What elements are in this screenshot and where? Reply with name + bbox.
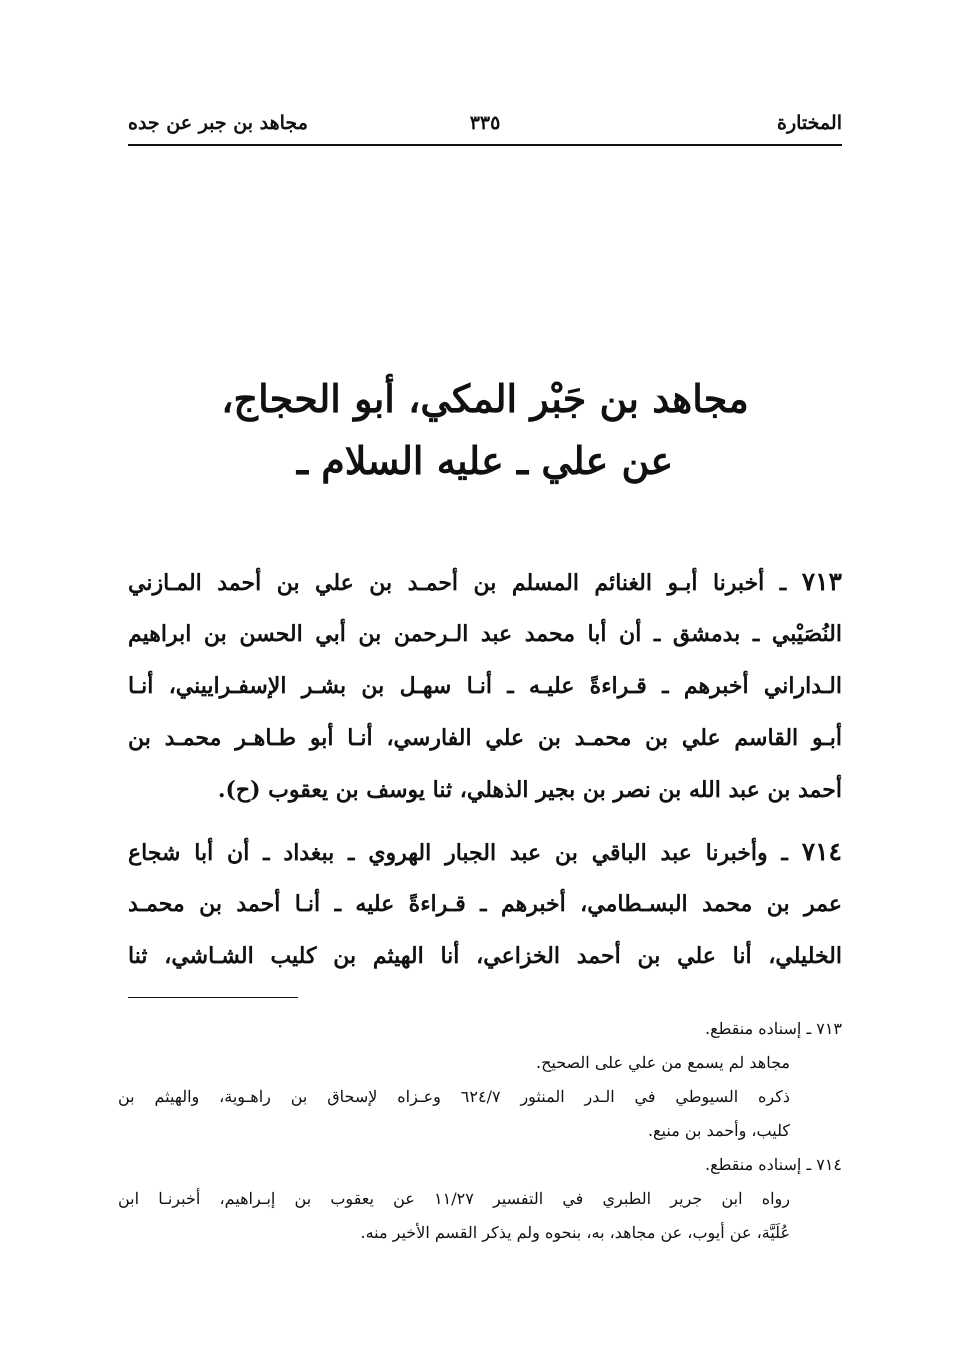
hadith-line: الخليلي، أنا علي بن أحمد الخزاعي، أنا الهيثم بن كليب الشـاشي، ثنا [128, 943, 842, 969]
chapter-title-line-1: مجاهد بن جَبْر المكي، أبو الحجاج، [221, 376, 749, 421]
main-text [128, 556, 842, 982]
footnote-line: مجاهد لم يسمع من علي على الصحيح. [535, 1053, 790, 1072]
hadith-gap [128, 816, 842, 826]
footnote-heading [118, 1012, 842, 1046]
footnote-line: ذكره السيوطي في الـدر المنثور ٦٢٤/٧ وعـزاه لإسحاق بن راهـوية، والهيثم بن [118, 1087, 791, 1106]
hadith-line: أحمد بن عبد الله بن نصر بن بجير الذهلي، ثنا يوسف بن يعقوب (ح). [217, 777, 842, 803]
footnote-head-text: ـ إسناده منقطع. [704, 1155, 812, 1174]
hadith-line [128, 826, 842, 878]
footnote-line: رواه ابن جرير الطبري في التفسير ١١/٢٧ عن يعقوب بن إبـراهيم، أخبرنـا ابن [118, 1189, 790, 1208]
hadith-line: أبـو القاسم علي بن محمـد بن علي الفارسي، أنـا أبو طـاهـر محمـد بن [128, 725, 842, 751]
footnote-line: كليب، وأحمد بن منيع. [647, 1121, 790, 1140]
footnote-number: ٧١٤ [816, 1155, 842, 1174]
footnotes [118, 1012, 842, 1250]
footnote-line: عُلَيَّة، عن أيوب، عن مجاهد، به، بنحوه ولم يذكر القسم الأخير منه. [360, 1223, 790, 1242]
hadith-text: ـ وأخبرنا عبد الباقي بن عبد الجبار الهروي ـ ببغداد ـ أن أبا شجاع [128, 840, 788, 866]
footnote-heading [118, 1148, 842, 1182]
chapter-title-line-2: عن علي ـ عليه السلام ـ [296, 438, 674, 483]
hadith-line [128, 556, 842, 608]
hadith-number: ٧١٤ [801, 837, 842, 866]
hadith-number: ٧١٣ [801, 567, 842, 596]
chapter-title [128, 368, 842, 492]
running-header [128, 104, 842, 146]
hadith-text: ـ أخبرنا أبـو الغنائم المسلم بن أحمـد بن علي بن أحمد المـازني [128, 570, 787, 596]
hadith-line: عمر بن محمد البسـطامي، أخبرهم ـ قـراءةً عليه ـ أنـا أحمد بن محمـد [128, 891, 842, 917]
footnote-number: ٧١٣ [816, 1019, 842, 1038]
book-title: المختارة [777, 112, 842, 134]
page-number: ٣٣٥ [469, 112, 501, 134]
hadith-line: الـداراني أخبرهم ـ قـراءةً عليـه ـ أنـا سهـل بن بشـر الإسفـراييني، أنـا [128, 673, 842, 699]
hadith-713 [128, 556, 842, 816]
section-title: مجاهد بن جبر عن جده [128, 112, 308, 134]
hadith-line: النُصَيْبي ـ بدمشق ـ أن أبا محمد عبد الـرحمن بن أبي الحسن بن ابراهيم [128, 621, 842, 647]
footnote-head-text: ـ إسناده منقطع. [704, 1019, 812, 1038]
footnote-divider [128, 997, 298, 998]
hadith-714 [128, 826, 842, 982]
